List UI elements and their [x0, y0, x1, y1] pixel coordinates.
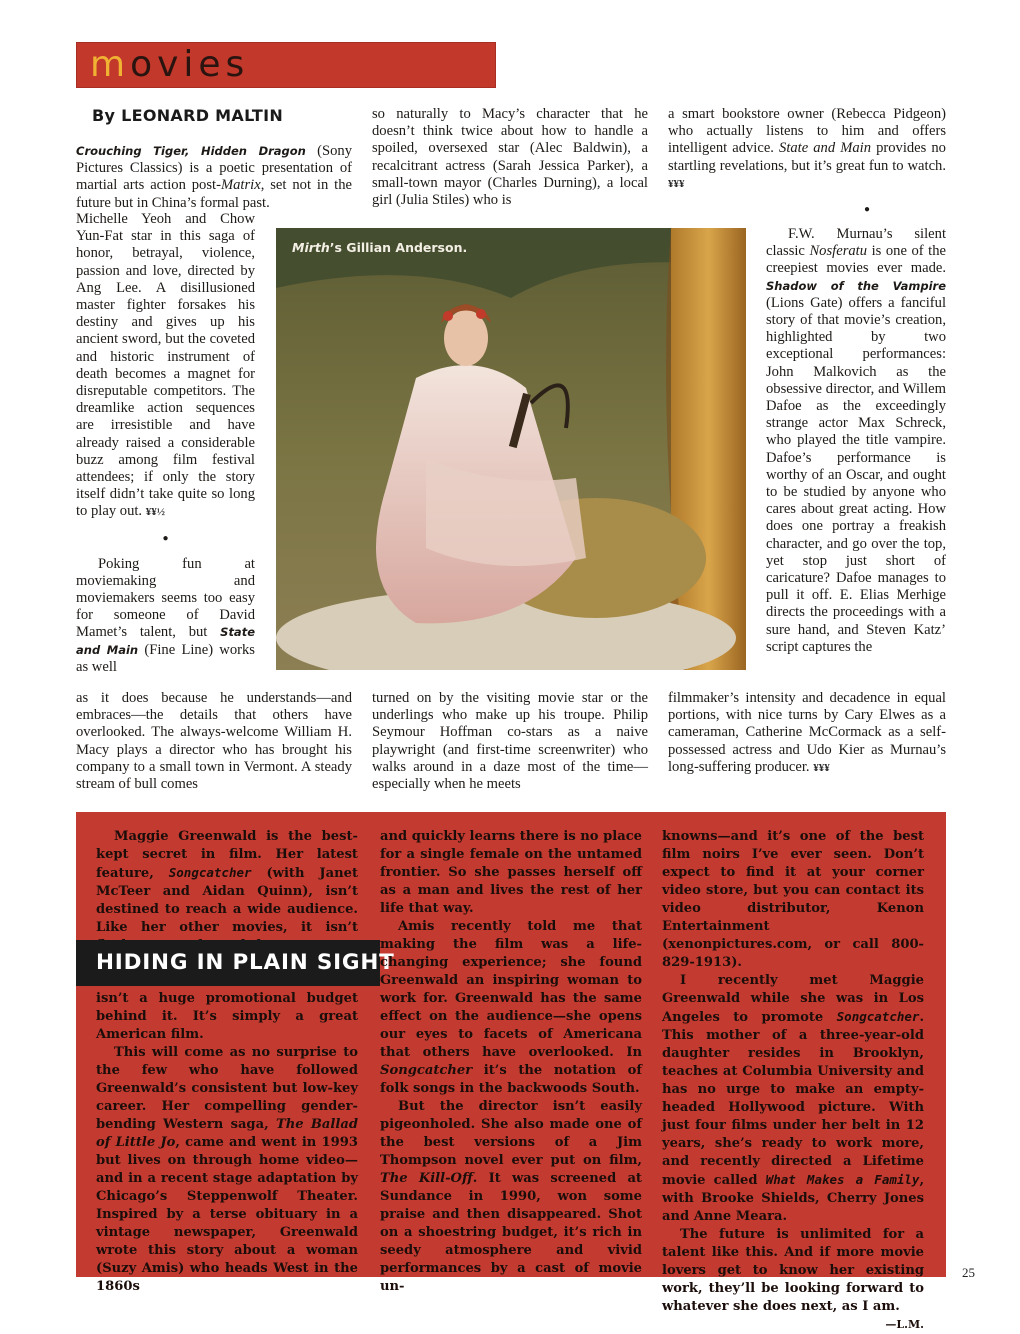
section-bullet: ●: [863, 204, 871, 216]
sidebar-paragraph: I recently met Maggie Greenwald while she was in Los Angeles to promote Songcatcher. This mother of a three-year-old daughter resides in Brooklyn, teaches at Columbia University and has no urge to make an empty-headed Hollywood picture. With just four films under her belt in 12 years, she’s ready to work more, and recently directed a Lifetime movie called What Makes a Family, with Brooke Shields, Cherry Jones and Anne Meara.: [662, 973, 925, 1224]
review-crouching-tiger-intro: Crouching Tiger, Hidden Dragon (Sony Pictures Classics) is a poetic presentation of martial arts action post-Matrix, set not in the future but in China’s formal past.: [76, 143, 352, 211]
photo-caption: Mirth’s Gillian Anderson.: [292, 240, 468, 255]
sidebar-signature: —L.M.: [885, 1318, 924, 1331]
column-1-bottom: [76, 690, 352, 793]
sidebar-paragraph: and quickly learns there is no place for a single female on the untamed frontier. So she passes herself off as a man and lives the rest of her life that way.: [380, 829, 643, 916]
column-1-narrow: [76, 211, 255, 676]
photo-illustration: [276, 228, 746, 670]
review-crouching-tiger-body: Michelle Yeoh and Chow Yun-Fat star in this saga of honor, betrayal, violence, passion and love, directed by Ang Lee. A disillusioned master fighter forsakes his destiny and gives up his ancient sword, but the coveted and historic instrument of death becomes a magnet for disreputable competitors. The dreamlike action sequences are irresistible and have already raised a considerable buzz among film festival attendees; if only the story itself didn’t take quite so long to play out. ¥¥½: [76, 211, 255, 520]
sidebar-paragraph: This will come as no surprise to the few who have followed Greenwald’s consistent but low-key career. Her compelling gender-bending Western saga, The Ballad of Little Jo, came and went in 1993 but lives on through home video—and in a recent stage adaptation by Chicago’s Steppenwolf Theater. Inspired by a terse obituary in a vintage newspaper, Greenwald wrote this story about a woman (Suzy Amis) who heads West in the 1860s: [96, 1045, 359, 1294]
sidebar-paragraph: Amis recently told me that making the film was a life-changing experience; she found Greenwald an inspiring woman to work for. Greenwald has the same effect on the audience—she opens our eyes to facets of Americana that others have overlooked. In Songcatcher it’s the notation of folk songs in the backwoods South.: [380, 919, 642, 1096]
page-number: 25: [962, 1265, 975, 1280]
sidebar-headline-text: HIDING IN PLAIN SIGHT: [96, 950, 395, 975]
review-shadow-vampire-body: F.W. Murnau’s silent classic Nosferatu is one of the creepiest movies ever made. Shadow of the Vampire (Lions Gate) offers a fanciful story of that movie’s creation, highlighted by two exceptional performances: John Malkovich as the obsessive director, and Willem Dafoe as the exceedingly strange actor Max Schreck, who played the title vampire. Dafoe’s performance is worthy of an Oscar, and ought to be studied by anyone who cares about great acting. How does one portray a freakish character, and go over the top, yet stop just short of caricature? Dafoe manages to pull it off. E. Elias Merhige directs the proceedings with a sure hand, and Steven Katz’ script captures the: [766, 226, 946, 655]
column-3-narrow: [766, 226, 946, 656]
column-2-bottom: [372, 690, 648, 793]
column-2-top: [372, 106, 648, 209]
sidebar-column-1-bottom: [96, 990, 358, 1296]
review-state-and-main-intro: Poking fun at moviemaking and moviemakers seems too easy for someone of David Mamet’s talent, but State and Main (Fine Line) works as well: [76, 555, 255, 675]
sidebar-paragraph: Maggie Greenwald is the best-kept secret in film. Her latest feature, Songcatcher (with Janet McTeer and Aidan Quinn), isn’t destined to reach a wide audience. Like her other movies, it isn’t: [96, 829, 358, 935]
sidebar-headline: [76, 940, 395, 986]
section-banner: [76, 42, 496, 88]
sidebar-column-3: [662, 828, 924, 1334]
section-title: movies: [90, 44, 250, 85]
review-state-and-main-body: as it does because he understands—and embraces—the details that others have overlooked. The always-welcome William H. Macy plays a director who has brought his company to a small town in Vermont. A steady stream of bull comes: [76, 690, 352, 793]
sidebar-column-2: [380, 828, 642, 1296]
sidebar-paragraph: The future is unlimited for a talent like this. And if more movie lovers get to know her existing work, they’ll be looking forward to whatever she does next, as I am.: [662, 1227, 924, 1314]
sidebar-paragraph: isn’t a huge promotional budget behind it. It’s simply a great American film.: [96, 991, 358, 1042]
sidebar-paragraph: But the director isn’t easily pigeonholed. She also made one of the best versions of a Jim Thompson novel ever put on film, The Kill-Off. It was screened at Sundance in 1990, won some praise and then disappeared. Shot on a shoestring budget, it’s rich in seedy atmosphere and vivid performances by a cast of movie un-: [380, 1099, 642, 1294]
film-still-photo: [276, 228, 746, 670]
sidebar-paragraph: knowns—and it’s one of the best film noirs I’ve ever seen. Don’t expect to find it at your corner video store, but you can contact its video distributor, Kenon Entertainment (xenonpictures.com, or call 800-829-1913).: [662, 829, 924, 970]
sidebar-column-1-top: [96, 828, 358, 955]
column-3-bottom: [668, 690, 946, 777]
review-state-and-main-cont: so naturally to Macy’s character that he doesn’t think twice about how to handle a spoiled, oversexed star (Alec Baldwin), a recalcitrant actress (Sarah Jessica Parker), a small-town mayor (Charles Durning), a local girl (Julia Stiles) who is: [372, 106, 648, 209]
byline: By LEONARD MALTIN: [92, 106, 284, 125]
review-state-and-main-end: a smart bookstore owner (Rebecca Pidgeon) who actually listens to him and offers intelligent advice. State and Main provides no startling revelations, but it’s great fun to watch. ¥¥¥: [668, 106, 946, 190]
section-bullet: ●: [162, 532, 169, 544]
review-state-and-main-cont2: turned on by the visiting movie star or the underlings who make up his troupe. Philip Seymour Hoffman co-stars as a naive playwright (and first-time screenwriter) who walks around in a daze most of the time—especially when he meets: [372, 690, 648, 793]
review-shadow-vampire-end: filmmaker’s intensity and decadence in equal portions, with nice turns by Cary Elwes as a cameraman, Catherine McCormack as a self-possessed actress and Udo Kier as Murnau’s long-suffering producer. ¥¥¥: [668, 690, 946, 775]
column-3-top: [668, 106, 946, 227]
column-1-top: [76, 143, 352, 212]
